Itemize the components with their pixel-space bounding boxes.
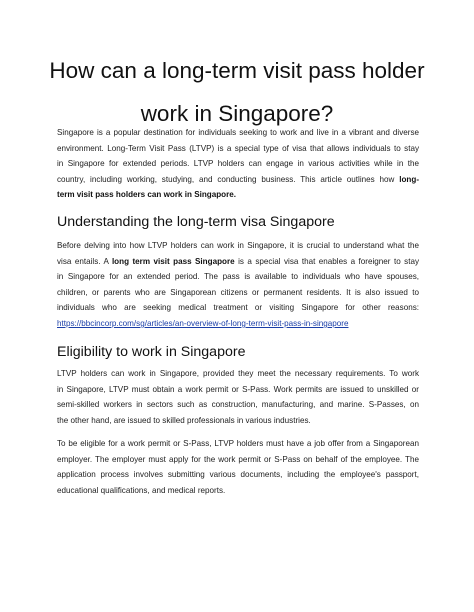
elig2-line-1: To be eligible for a work permit or S-Pass, LTVP holders must have a job offer from a Singaporean	[57, 439, 419, 448]
ltvp-bold-term: long term visit pass Singapore	[111, 256, 235, 266]
section-heading-eligibility: Eligibility to work in Singapore	[57, 344, 246, 360]
ltvp-line-3: in Singapore for an extended period. The pass is available to individuals who have spouses,	[57, 272, 419, 282]
intro-bold-start: long-	[399, 174, 420, 184]
elig1-line-2: in Singapore, LTVP must obtain a work permit or S-Pass. Work permits are issued to unskilled or	[57, 384, 419, 394]
ltvp-line-1: Before delving into how LTVP holders can work in Singapore, it is crucial to understand what the	[57, 241, 419, 250]
eligibility-paragraph-1	[57, 366, 419, 428]
intro-line-5	[57, 187, 419, 203]
title-line-1: How can a long-term visit pass holder	[49, 58, 425, 83]
elig1-line-1: LTVP holders can work in Singapore, provided they meet the necessary requirements. To work	[57, 369, 419, 378]
section-heading-ltvp: Understanding the long-term visa Singapore	[57, 214, 335, 230]
elig2-line-4: educational qualifications, and medical reports.	[57, 485, 226, 495]
intro-line-4-text: country, including working, studying, and conducting business. This article outlines how	[57, 174, 395, 184]
elig1-line-4: the other hand, are issued to skilled professionals in various industries.	[57, 415, 311, 425]
ltvp-line-2-start: visa entails. A	[57, 256, 109, 266]
ltvp-line-4: children, or parents who are Singaporean citizens or permanent residents. It is also issued to	[57, 287, 419, 297]
ltvp-paragraph	[57, 238, 419, 332]
ltvp-line-2-tail: is a special visa that enables a foreigner to stay	[238, 256, 420, 266]
intro-line-2: environment. Long-Term Visit Pass (LTVP) is a special type of visa that allows individuals to stay	[57, 143, 419, 153]
ltvp-link-line	[57, 316, 419, 332]
elig2-line-3: application process involves submitting various documents, including the employee's passport,	[57, 470, 419, 480]
intro-line-3: in Singapore for extended periods. LTVP holders can engage in various activities while in the	[57, 159, 419, 169]
ltvp-article-link[interactable]: https://bbcincorp.com/sg/articles/an-overview-of-long-term-visit-pass-in-singapore	[57, 318, 349, 328]
elig2-line-2: employer. The employer must apply for the work permit or S-Pass on behalf of the employee. The	[57, 454, 419, 464]
ltvp-line-2	[57, 254, 419, 270]
title-line-2: work in Singapore?	[140, 101, 334, 126]
elig1-line-3: semi-skilled workers in sectors such as construction, manufacturing, and marine. S-Passes, on	[57, 400, 419, 410]
page-title	[40, 54, 434, 131]
intro-line-1: Singapore is a popular destination for individuals seeking to work and live in a vibrant and diverse	[57, 128, 419, 137]
intro-bold-end: term visit pass holders can work in Singapore.	[57, 190, 237, 200]
eligibility-paragraph-2	[57, 436, 419, 498]
intro-line-4	[57, 172, 419, 188]
intro-paragraph	[57, 125, 419, 203]
ltvp-line-5: individuals who are seeking medical treatment or visiting Singapore for other reasons:	[57, 303, 419, 313]
